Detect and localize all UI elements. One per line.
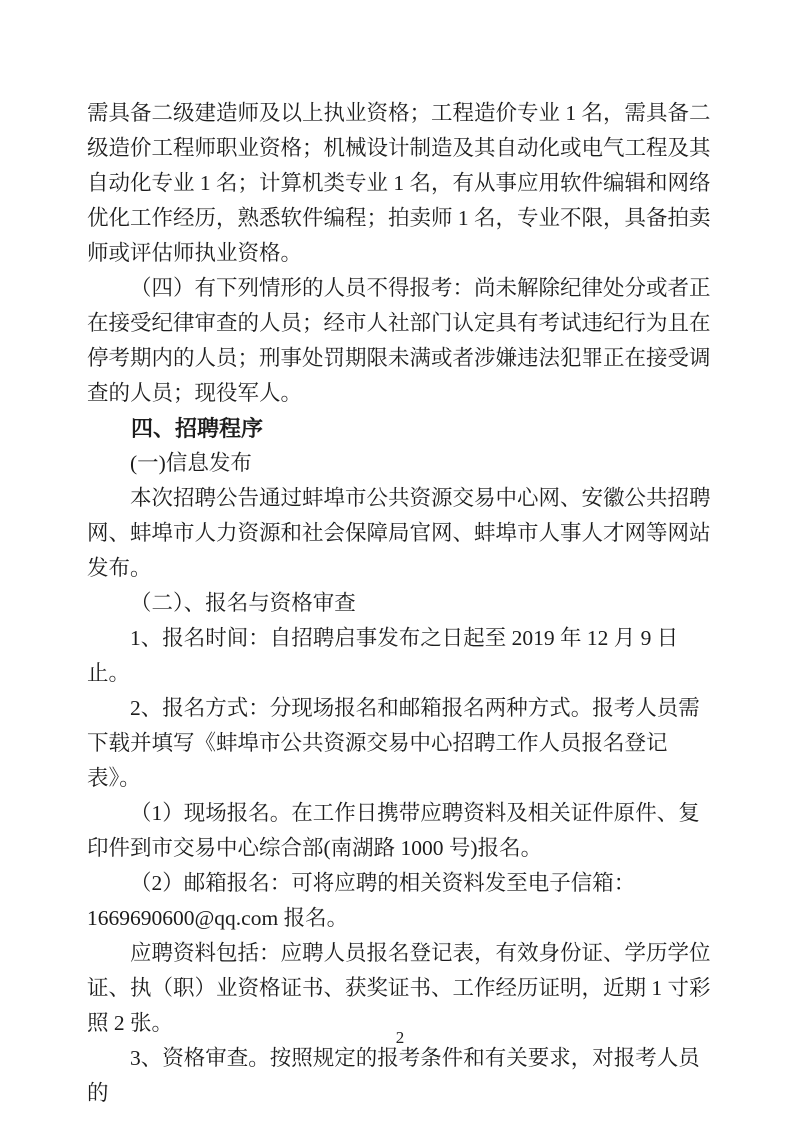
page-number: 2: [395, 1028, 405, 1047]
paragraph-announcement-websites: 本次招聘公告通过蚌埠市公共资源交易中心网、安徽公共招聘网、蚌埠市人力资源和社会保障局官网、蚌埠市人事人才网等网站发布。: [87, 486, 711, 580]
paragraph-application-materials: 应聘资料包括：应聘人员报名登记表，有效身份证、学历学位证、执（职）业资格证书、获奖证书、工作经历证明，近期 1 寸彩照 2 张。: [87, 941, 711, 1035]
paragraph-registration-time: 1、报名时间：自招聘启事发布之日起至 2019 年 12 月 9 日止。: [87, 626, 679, 685]
paragraph-onsite-registration: （1）现场报名。在工作日携带应聘资料及相关证件原件、复印件到市交易中心综合部(南湖路 1000 号)报名。: [87, 801, 700, 860]
paragraph-ineligible-applicants: （四）有下列情形的人员不得报考：尚未解除纪律处分或者正在接受纪律审查的人员；经市人社部门认定具有考试违纪行为且在停考期内的人员；刑事处罚期限未满或者涉嫌违法犯罪正在接受调查的人员；现役军人。: [87, 276, 711, 405]
paragraph-qualifications-continued: 需具备二级建造师及以上执业资格；工程造价专业 1 名，需具备二级造价工程师职业资格；机械设计制造及其自动化或电气工程及其自动化专业 1 名；计算机类专业 1 名，有从事应用软件编辑和网络优化工作经历，熟悉软件编程；拍卖师 1 名，专业不限，具备拍卖师或评估师执业资格。: [87, 101, 711, 265]
paragraph-registration-method: 2、报名方式：分现场报名和邮箱报名两种方式。报考人员需下载并填写《蚌埠市公共资源交易中心招聘工作人员报名登记表》。: [87, 696, 700, 790]
subsection-heading-registration-review: （二）、报名与资格审查: [130, 591, 356, 615]
subsection-heading-information-release: (一)信息发布: [130, 451, 252, 475]
section-heading-recruitment-procedure: 四、招聘程序: [131, 416, 264, 441]
paragraph-email-registration: （2）邮箱报名：可将应聘的相关资料发至电子信箱：1669690600@qq.com 报名。: [87, 871, 636, 930]
document-body: [87, 96, 711, 1111]
paragraph-qualification-review: 3、资格审查。按照规定的报考条件和有关要求，对报考人员的: [87, 1046, 700, 1105]
